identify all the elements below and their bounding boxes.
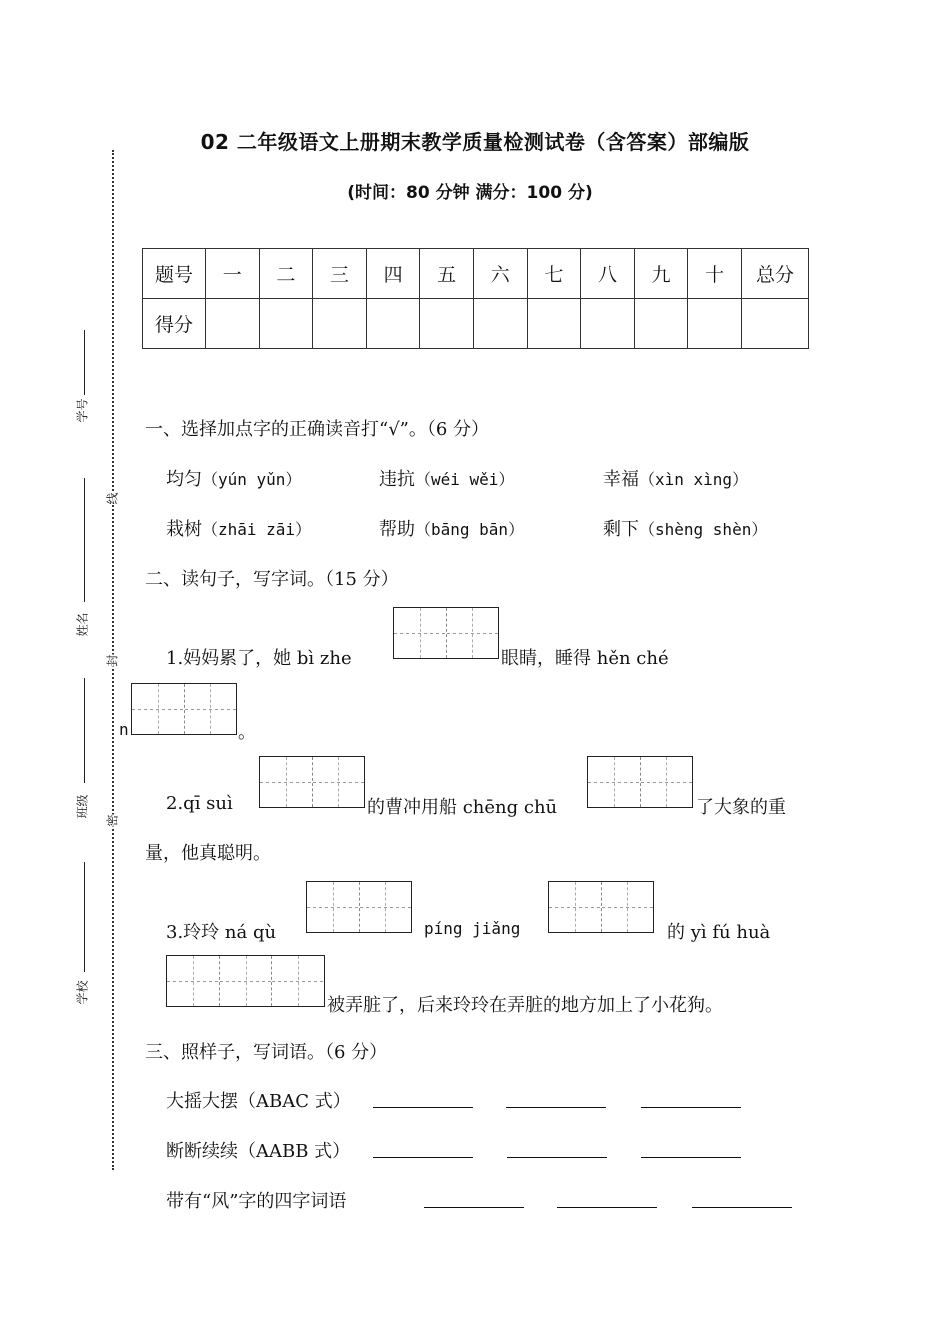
item-pinyin: （shèng shèn） xyxy=(639,520,768,539)
answer-blank[interactable] xyxy=(373,1107,473,1108)
section1-item[interactable] xyxy=(166,515,311,541)
score-header-cell: 八 xyxy=(581,249,635,299)
item-word: 幸福 xyxy=(603,469,639,490)
q3-text-a: 3.玲玲 ná qù xyxy=(166,922,277,943)
score-input-cell[interactable] xyxy=(420,299,474,349)
score-input-cell[interactable] xyxy=(366,299,420,349)
q1-text-c: n xyxy=(119,720,129,739)
school-label: 学校 xyxy=(75,980,90,1005)
score-table-score-row xyxy=(143,299,809,349)
score-header-cell: 四 xyxy=(366,249,420,299)
q3-answer-grid-2[interactable] xyxy=(548,881,654,933)
student-id-blank xyxy=(84,330,85,395)
section1-item[interactable] xyxy=(603,515,767,541)
q3-answer-grid-3[interactable] xyxy=(166,955,325,1007)
q3-text-d: 被弄脏了，后来玲玲在弄脏的地方加上了小花狗。 xyxy=(327,995,723,1016)
binding-line-char: 线 xyxy=(105,492,120,505)
section3-row-label: 断断续续（AABB 式） xyxy=(166,1141,351,1162)
section3-heading: 三、照样子，写词语。（6 分） xyxy=(145,1042,388,1063)
score-input-cell[interactable] xyxy=(581,299,635,349)
q1-text-d: 。 xyxy=(238,722,256,743)
school-blank xyxy=(84,862,85,972)
section1-item[interactable] xyxy=(379,465,514,491)
score-header-cell: 三 xyxy=(313,249,367,299)
score-input-cell[interactable] xyxy=(688,299,742,349)
q1-answer-grid-1[interactable] xyxy=(393,607,499,659)
q2-text-a: 2.qī suì xyxy=(166,793,233,814)
answer-blank[interactable] xyxy=(373,1157,473,1158)
section2-heading: 二、读句子，写字词。（15 分） xyxy=(145,569,399,590)
name-blank xyxy=(84,478,85,602)
item-pinyin: （yún yǔn） xyxy=(202,470,302,489)
q3-answer-grid-1[interactable] xyxy=(306,881,412,933)
score-header-cell: 二 xyxy=(259,249,313,299)
name-label: 姓名 xyxy=(75,612,90,637)
item-word: 违抗 xyxy=(379,469,415,490)
score-header-cell: 一 xyxy=(206,249,260,299)
item-word: 均匀 xyxy=(166,469,202,490)
q3-text-c: 的 yì fú huà xyxy=(667,922,771,943)
score-header-cell: 总分 xyxy=(742,249,809,299)
page-title: 02 二年级语文上册期末教学质量检测试卷（含答案）部编版 xyxy=(200,130,750,154)
answer-blank[interactable] xyxy=(424,1207,524,1208)
score-header-cell: 五 xyxy=(420,249,474,299)
q2-text-d: 量，他真聪明。 xyxy=(145,843,271,864)
q1-text-a: 1.妈妈累了，她 bì zhe xyxy=(166,648,352,669)
section3-row-label: 带有“风”字的四字词语 xyxy=(166,1191,347,1212)
score-input-cell[interactable] xyxy=(313,299,367,349)
score-input-cell[interactable] xyxy=(259,299,313,349)
answer-blank[interactable] xyxy=(692,1207,792,1208)
answer-blank[interactable] xyxy=(641,1107,741,1108)
section1-item[interactable] xyxy=(603,465,748,491)
item-word: 栽树 xyxy=(166,519,202,540)
q2-answer-grid-2[interactable] xyxy=(587,756,693,808)
score-input-cell[interactable] xyxy=(527,299,581,349)
answer-blank[interactable] xyxy=(641,1157,741,1158)
class-label: 班级 xyxy=(75,794,90,819)
q1-answer-grid-2[interactable] xyxy=(131,683,237,735)
score-header-cell: 九 xyxy=(634,249,688,299)
answer-blank[interactable] xyxy=(506,1107,606,1108)
section3-row-label: 大摇大摆（ABAC 式） xyxy=(166,1091,351,1112)
q2-text-b: 的曹冲用船 chēng chū xyxy=(367,797,558,818)
q3-text-b: píng jiǎng xyxy=(424,919,521,938)
class-blank xyxy=(84,678,85,783)
section1-item[interactable] xyxy=(166,465,301,491)
score-input-cell[interactable] xyxy=(634,299,688,349)
score-table xyxy=(142,248,809,349)
score-header-cell: 题号 xyxy=(143,249,206,299)
student-id-label: 学号 xyxy=(75,398,90,423)
score-table-header-row xyxy=(143,249,809,299)
item-pinyin: （bāng bān） xyxy=(415,520,525,539)
score-input-cell[interactable] xyxy=(742,299,809,349)
answer-blank[interactable] xyxy=(557,1207,657,1208)
q1-text-b: 眼睛，睡得 hěn ché xyxy=(501,648,669,669)
item-pinyin: （xìn xìng） xyxy=(639,470,749,489)
item-word: 剩下 xyxy=(603,519,639,540)
section1-heading: 一、选择加点字的正确读音打“√”。（6 分） xyxy=(145,419,490,440)
binding-seal-char: 封 xyxy=(105,654,120,667)
item-pinyin: （wéi wěi） xyxy=(415,470,515,489)
score-header-cell: 七 xyxy=(527,249,581,299)
item-word: 帮助 xyxy=(379,519,415,540)
binding-secret-char: 密 xyxy=(105,814,120,827)
item-pinyin: （zhāi zāi） xyxy=(202,520,312,539)
score-header-cell: 十 xyxy=(688,249,742,299)
q2-answer-grid-1[interactable] xyxy=(259,756,365,808)
section1-item[interactable] xyxy=(379,515,524,541)
score-row-label: 得分 xyxy=(143,299,206,349)
answer-blank[interactable] xyxy=(507,1157,607,1158)
page-subtitle: (时间：80 分钟 满分：100 分) xyxy=(347,183,593,203)
score-input-cell[interactable] xyxy=(206,299,260,349)
score-header-cell: 六 xyxy=(473,249,527,299)
q2-text-c: 了大象的重 xyxy=(696,797,786,818)
score-input-cell[interactable] xyxy=(473,299,527,349)
